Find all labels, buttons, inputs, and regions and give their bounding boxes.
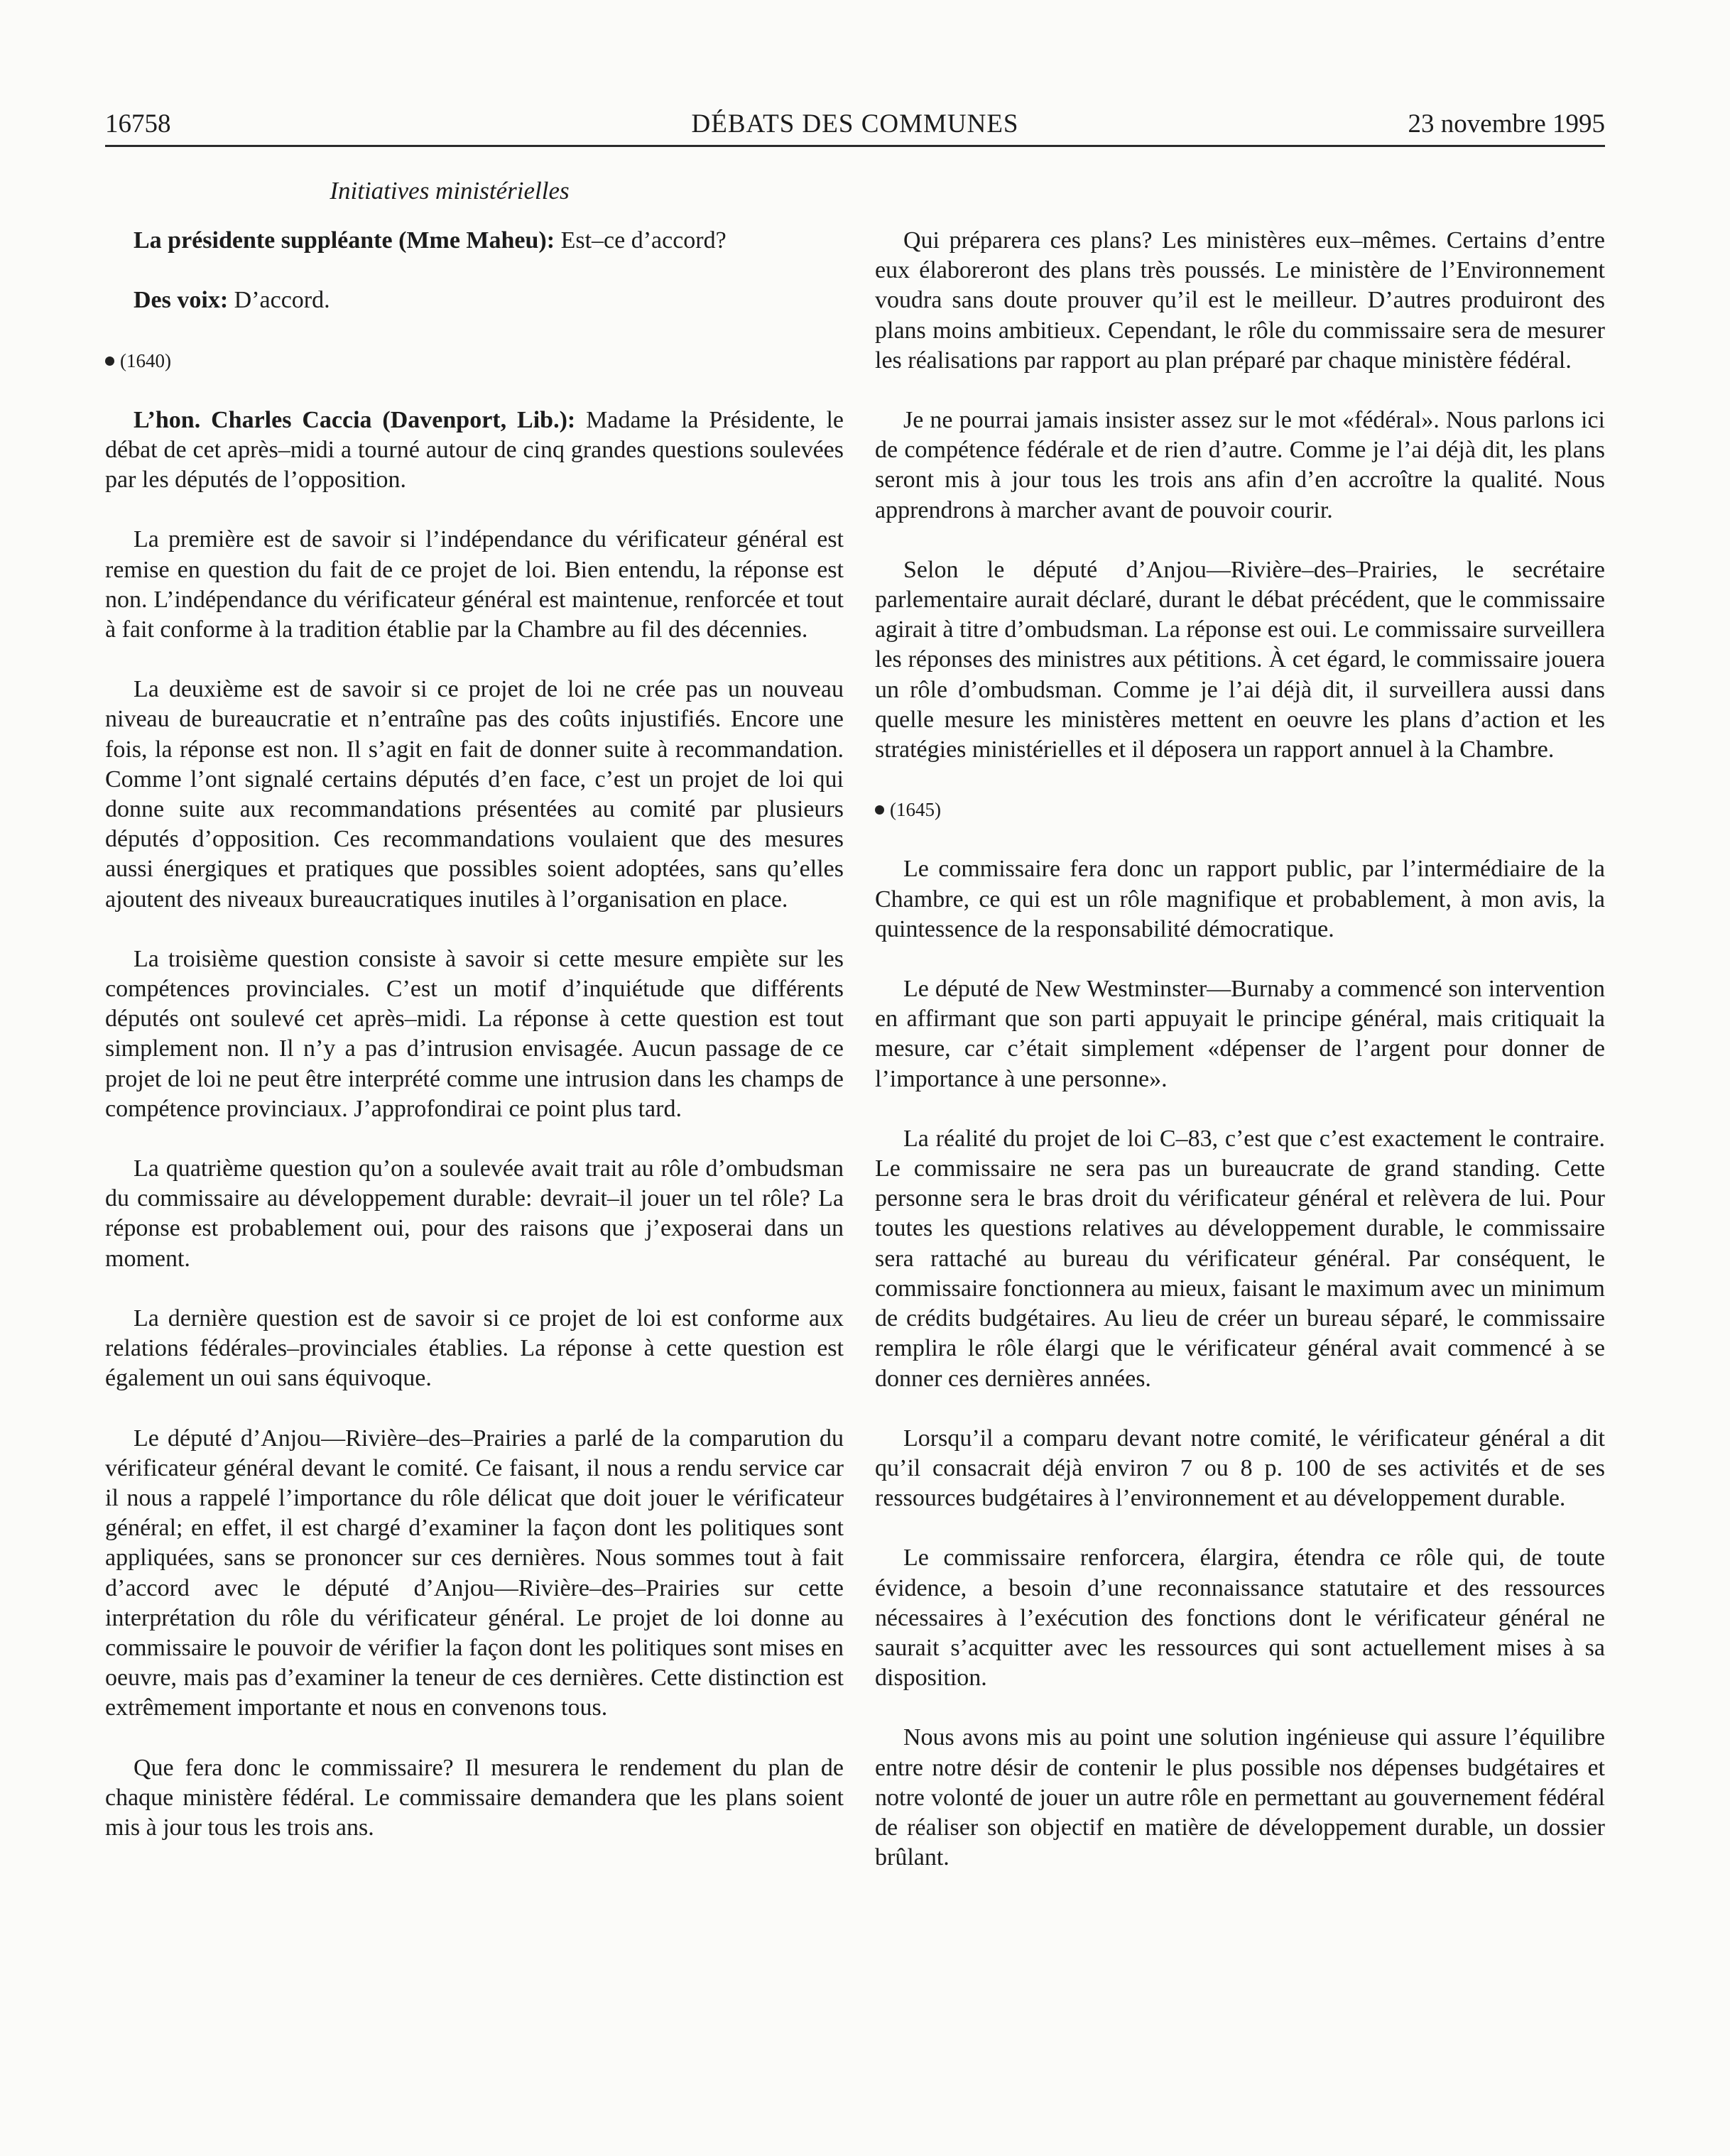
paragraph: La dernière question est de savoir si ce projet de loi est conforme aux relations fédérales–provinciales établies. La réponse à cette question est également un oui sans équivoque.: [105, 1305, 844, 1392]
bullet-icon: [875, 805, 884, 815]
timestamp: [105, 346, 844, 376]
issue-date: 23 novembre 1995: [1408, 109, 1605, 138]
paragraph: Lorsqu’il a comparu devant notre comité, le vérificateur général a dit qu’il consacrait déjà environ 7 ou 8 p. 100 de ses activités et de ses ressources budgétaires à l’environnement et au développement durable.: [875, 1425, 1605, 1512]
paragraph: La quatrième question qu’on a soulevée avait trait au rôle d’ombudsman du commissaire au développement durable: devrait–il jouer un tel rôle? La réponse est probablement oui, pour des raisons que j’exposerai dans un moment.: [105, 1155, 844, 1272]
paragraph: Le député de New Westminster—Burnaby a commencé son intervention en affirmant que son parti appuyait le principe général, mais critiquait la mesure, car c’était simplement «dépenser de l’argent pour donner de l’importance à une personne».: [875, 976, 1605, 1092]
speech-text: Madame la Présidente, le débat de cet après–midi a tourné autour de cinq grandes questions soulevées par les députés de l’opposition.: [105, 406, 844, 494]
paragraph: Je ne pourrai jamais insister assez sur le mot «fédéral». Nous parlons ici de compétence fédérale et de rien d’autre. Comme je l’ai déjà dit, les plans seront mis à jour tous les trois ans afin d’en accroître la qualité. Nous apprendrons à marcher avant de pouvoir courir.: [875, 407, 1605, 523]
paragraph: [105, 226, 844, 256]
speaker-name: Des voix:: [134, 287, 229, 314]
right-column: [875, 226, 1605, 1902]
paragraph: [105, 405, 844, 496]
paragraph: [105, 285, 844, 315]
paragraph: La deuxième est de savoir si ce projet de loi ne crée pas un nouveau niveau de bureaucratie et n’entraîne pas des coûts injustifiés. Encore une fois, la réponse est non. Il s’agit en fait de donner suite à recommandation. Comme l’ont signalé certains députés d’en face, c’est un projet de loi qui donne suite aux recommandations présentées au comité par plusieurs députés d’opposition. Ces recommandations voulaient que des mesures aussi énergiques et pratiques que possibles soient adoptées, sans qu’elles ajoutent des niveaux bureaucratiques inutiles à l’organisation en place.: [105, 676, 844, 913]
paragraph: Selon le député d’Anjou—Rivière–des–Prairies, le secrétaire parlementaire aurait déclaré, durant le débat précédent, que le commissaire agirait à titre d’ombudsman. La réponse est oui. Le commissaire surveillera les réponses des ministres aux pétitions. À cet égard, le commissaire jouera un rôle d’ombudsman. Comme je l’ai déjà dit, il surveillera aussi dans quelle mesure les ministères mettent en oeuvre les plans d’action et les stratégies ministérielles et il déposera un rapport annuel à la Chambre.: [875, 556, 1605, 763]
left-column: [105, 176, 844, 1873]
bullet-icon: [105, 356, 114, 366]
timestamp: [875, 795, 1605, 824]
paragraph: La réalité du projet de loi C–83, c’est que c’est exactement le contraire. Le commissaire ne sera pas un bureaucrate de grand standing. Cette personne sera le bras droit du vérificateur général et relèvera de lui. Pour toutes les questions relatives au développement durable, le commissaire sera rattaché au bureau du vérificateur général. Par conséquent, le commissaire fonctionnera au mieux, faisant le maximum avec un minimum de crédits budgétaires. Au lieu de créer un bureau séparé, le commissaire remplira le rôle élargi que le vérificateur général avait commencé à se donner ces dernières années.: [875, 1125, 1605, 1392]
speech-text: D’accord.: [228, 287, 330, 314]
timestamp-text: (1645): [890, 799, 941, 821]
paragraph: La première est de savoir si l’indépendance du vérificateur général est remise en question du fait de ce projet de loi. Bien entendu, la réponse est non. L’indépendance du vérificateur général est maintenue, renforcée et tout à fait conforme à la tradition établie par la Chambre au fil des décennies.: [105, 526, 844, 643]
paragraph: La troisième question consiste à savoir si cette mesure empiète sur les compétences provinciales. C’est un motif d’inquiétude que différents députés ont soulevé cet après–midi. La réponse à cette question est tout simplement non. Il n’y a pas d’intrusion envisagée. Aucun passage de ce projet de loi ne peut être interprété comme une intrusion dans les champs de compétence provinciaux. J’approfondirai ce point plus tard.: [105, 945, 844, 1122]
paragraph: Que fera donc le commissaire? Il mesurera le rendement du plan de chaque ministère fédéral. Le commissaire demandera que les plans soient mis à jour tous les trois ans.: [105, 1754, 844, 1841]
paragraph: Le commissaire fera donc un rapport public, par l’intermédiaire de la Chambre, ce qui est un rôle magnifique et probablement, à mon avis, la quintessence de la responsabilité démocratique.: [875, 856, 1605, 942]
page-header: [105, 101, 1605, 147]
paragraph: Le commissaire renforcera, élargira, étendra ce rôle qui, de toute évidence, a besoin d’une reconnaissance statutaire et des ressources nécessaires à l’exécution des fonctions dont le vérificateur général ne saurait s’acquitter avec les ressources qui sont actuellement mises à sa disposition.: [875, 1545, 1605, 1692]
journal-title: DÉBATS DES COMMUNES: [691, 109, 1019, 138]
timestamp-text: (1640): [120, 349, 171, 371]
paragraph: Nous avons mis au point une solution ingénieuse qui assure l’équilibre entre notre désir de contenir le plus possible nos dépenses budgétaires et notre volonté de jouer un autre rôle en permettant au gouvernement fédéral de réaliser son objectif en matière de développement durable, un dossier brûlant.: [875, 1724, 1605, 1871]
paragraph: Qui préparera ces plans? Les ministères eux–mêmes. Certains d’entre eux élaboreront des plans très poussés. Le ministère de l’Environnement voudra sans doute prouver qu’il est le meilleur. D’autres produiront des plans moins ambitieux. Cependant, le rôle du commissaire sera de mesurer les réalisations par rapport au plan préparé par chaque ministère fédéral.: [875, 227, 1605, 374]
speech-text: Est–ce d’accord?: [555, 227, 727, 254]
speaker-name: L’hon. Charles Caccia (Davenport, Lib.):: [134, 406, 576, 433]
speaker-name: La présidente suppléante (Mme Maheu):: [134, 227, 555, 254]
page-number: 16758: [105, 109, 171, 138]
paragraph: Le député d’Anjou—Rivière–des–Prairies a parlé de la comparution du vérificateur général devant le comité. Ce faisant, il nous a rendu service car il nous a rappelé l’importance du rôle délicat que doit jouer le vérificateur général; en effet, il est chargé d’examiner la façon dont les politiques sont appliquées, sans se prononcer sur ces dernières. Nous sommes tout à fait d’accord avec le député d’Anjou—Rivière–des–Prairies sur cette interprétation du rôle du vérificateur général. Le projet de loi donne au commissaire le pouvoir de vérifier la façon dont les politiques sont mises en oeuvre, mais pas d’examiner la teneur de ces dernières. Cette distinction est extrêmement importante et nous en convenons tous.: [105, 1425, 844, 1721]
section-heading: Initiatives ministérielles: [330, 177, 570, 205]
